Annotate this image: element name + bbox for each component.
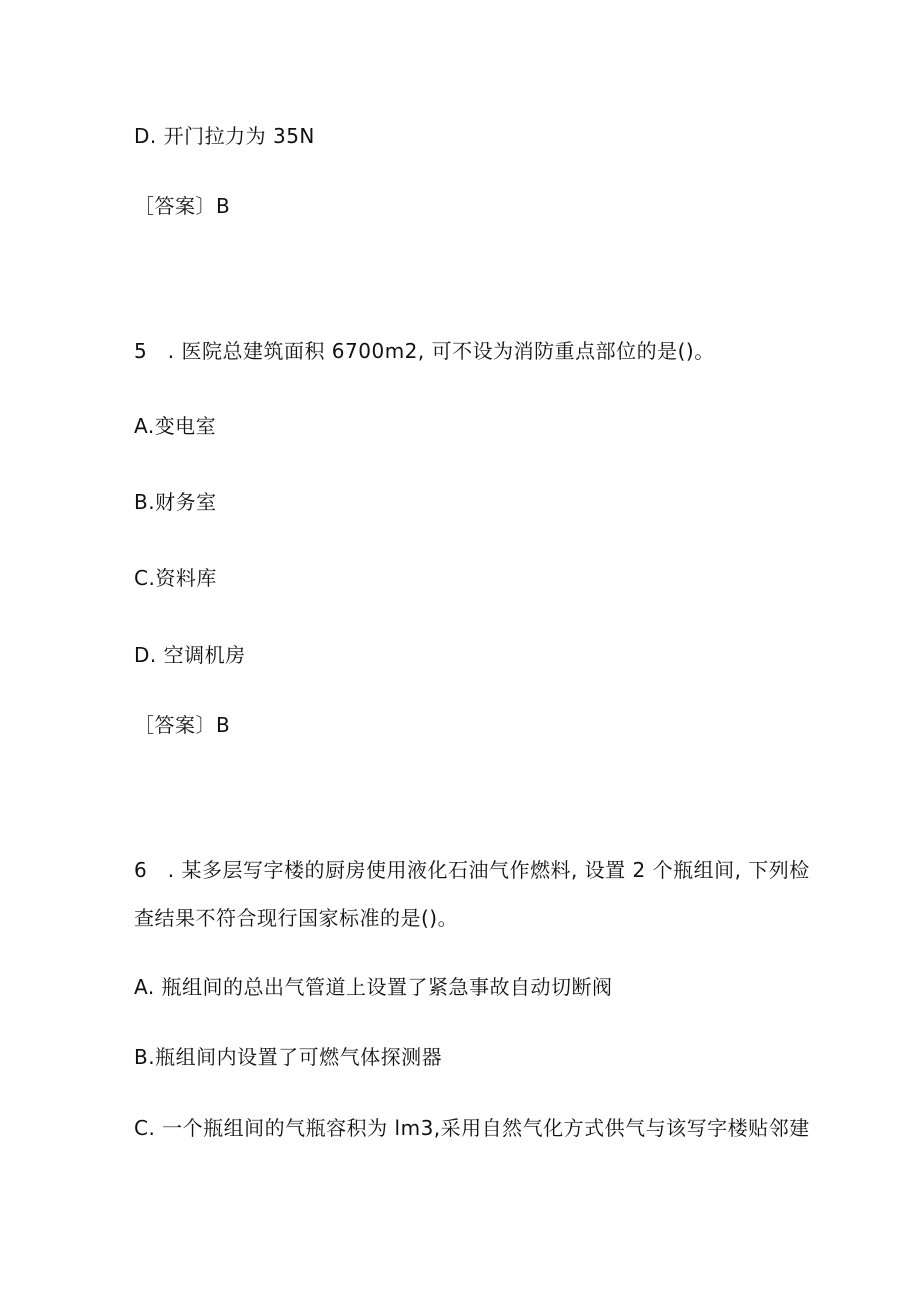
q5-answer: ［答案〕B xyxy=(134,713,231,737)
q5-option-c: C.资料库 xyxy=(134,566,217,590)
q4-answer: ［答案〕B xyxy=(134,194,231,218)
q4-option-d: D. 开门拉力为 35N xyxy=(134,124,315,148)
q6-option-c: C. 一个瓶组间的气瓶容积为 lm3,采用自然气化方式供气与该写字楼贴邻建 xyxy=(134,1116,810,1140)
q5-option-d: D. 空调机房 xyxy=(134,643,246,667)
q6-option-b: B.瓶组间内设置了可燃气体探测器 xyxy=(134,1045,443,1069)
q5-option-b: B.财务室 xyxy=(134,490,217,514)
q5-question: 5 . 医院总建筑面积 6700m2, 可不设为消防重点部位的是()。 xyxy=(134,339,715,363)
q5-option-a: A.变电室 xyxy=(134,414,217,438)
q6-question-line-2: 查结果不符合现行国家标准的是()。 xyxy=(134,906,459,930)
q6-question-line-1: 6 . 某多层写字楼的厨房使用液化石油气作燃料, 设置 2 个瓶组间, 下列检 xyxy=(134,858,810,882)
q6-option-a: A. 瓶组间的总出气管道上设置了紧急事故自动切断阀 xyxy=(134,975,613,999)
